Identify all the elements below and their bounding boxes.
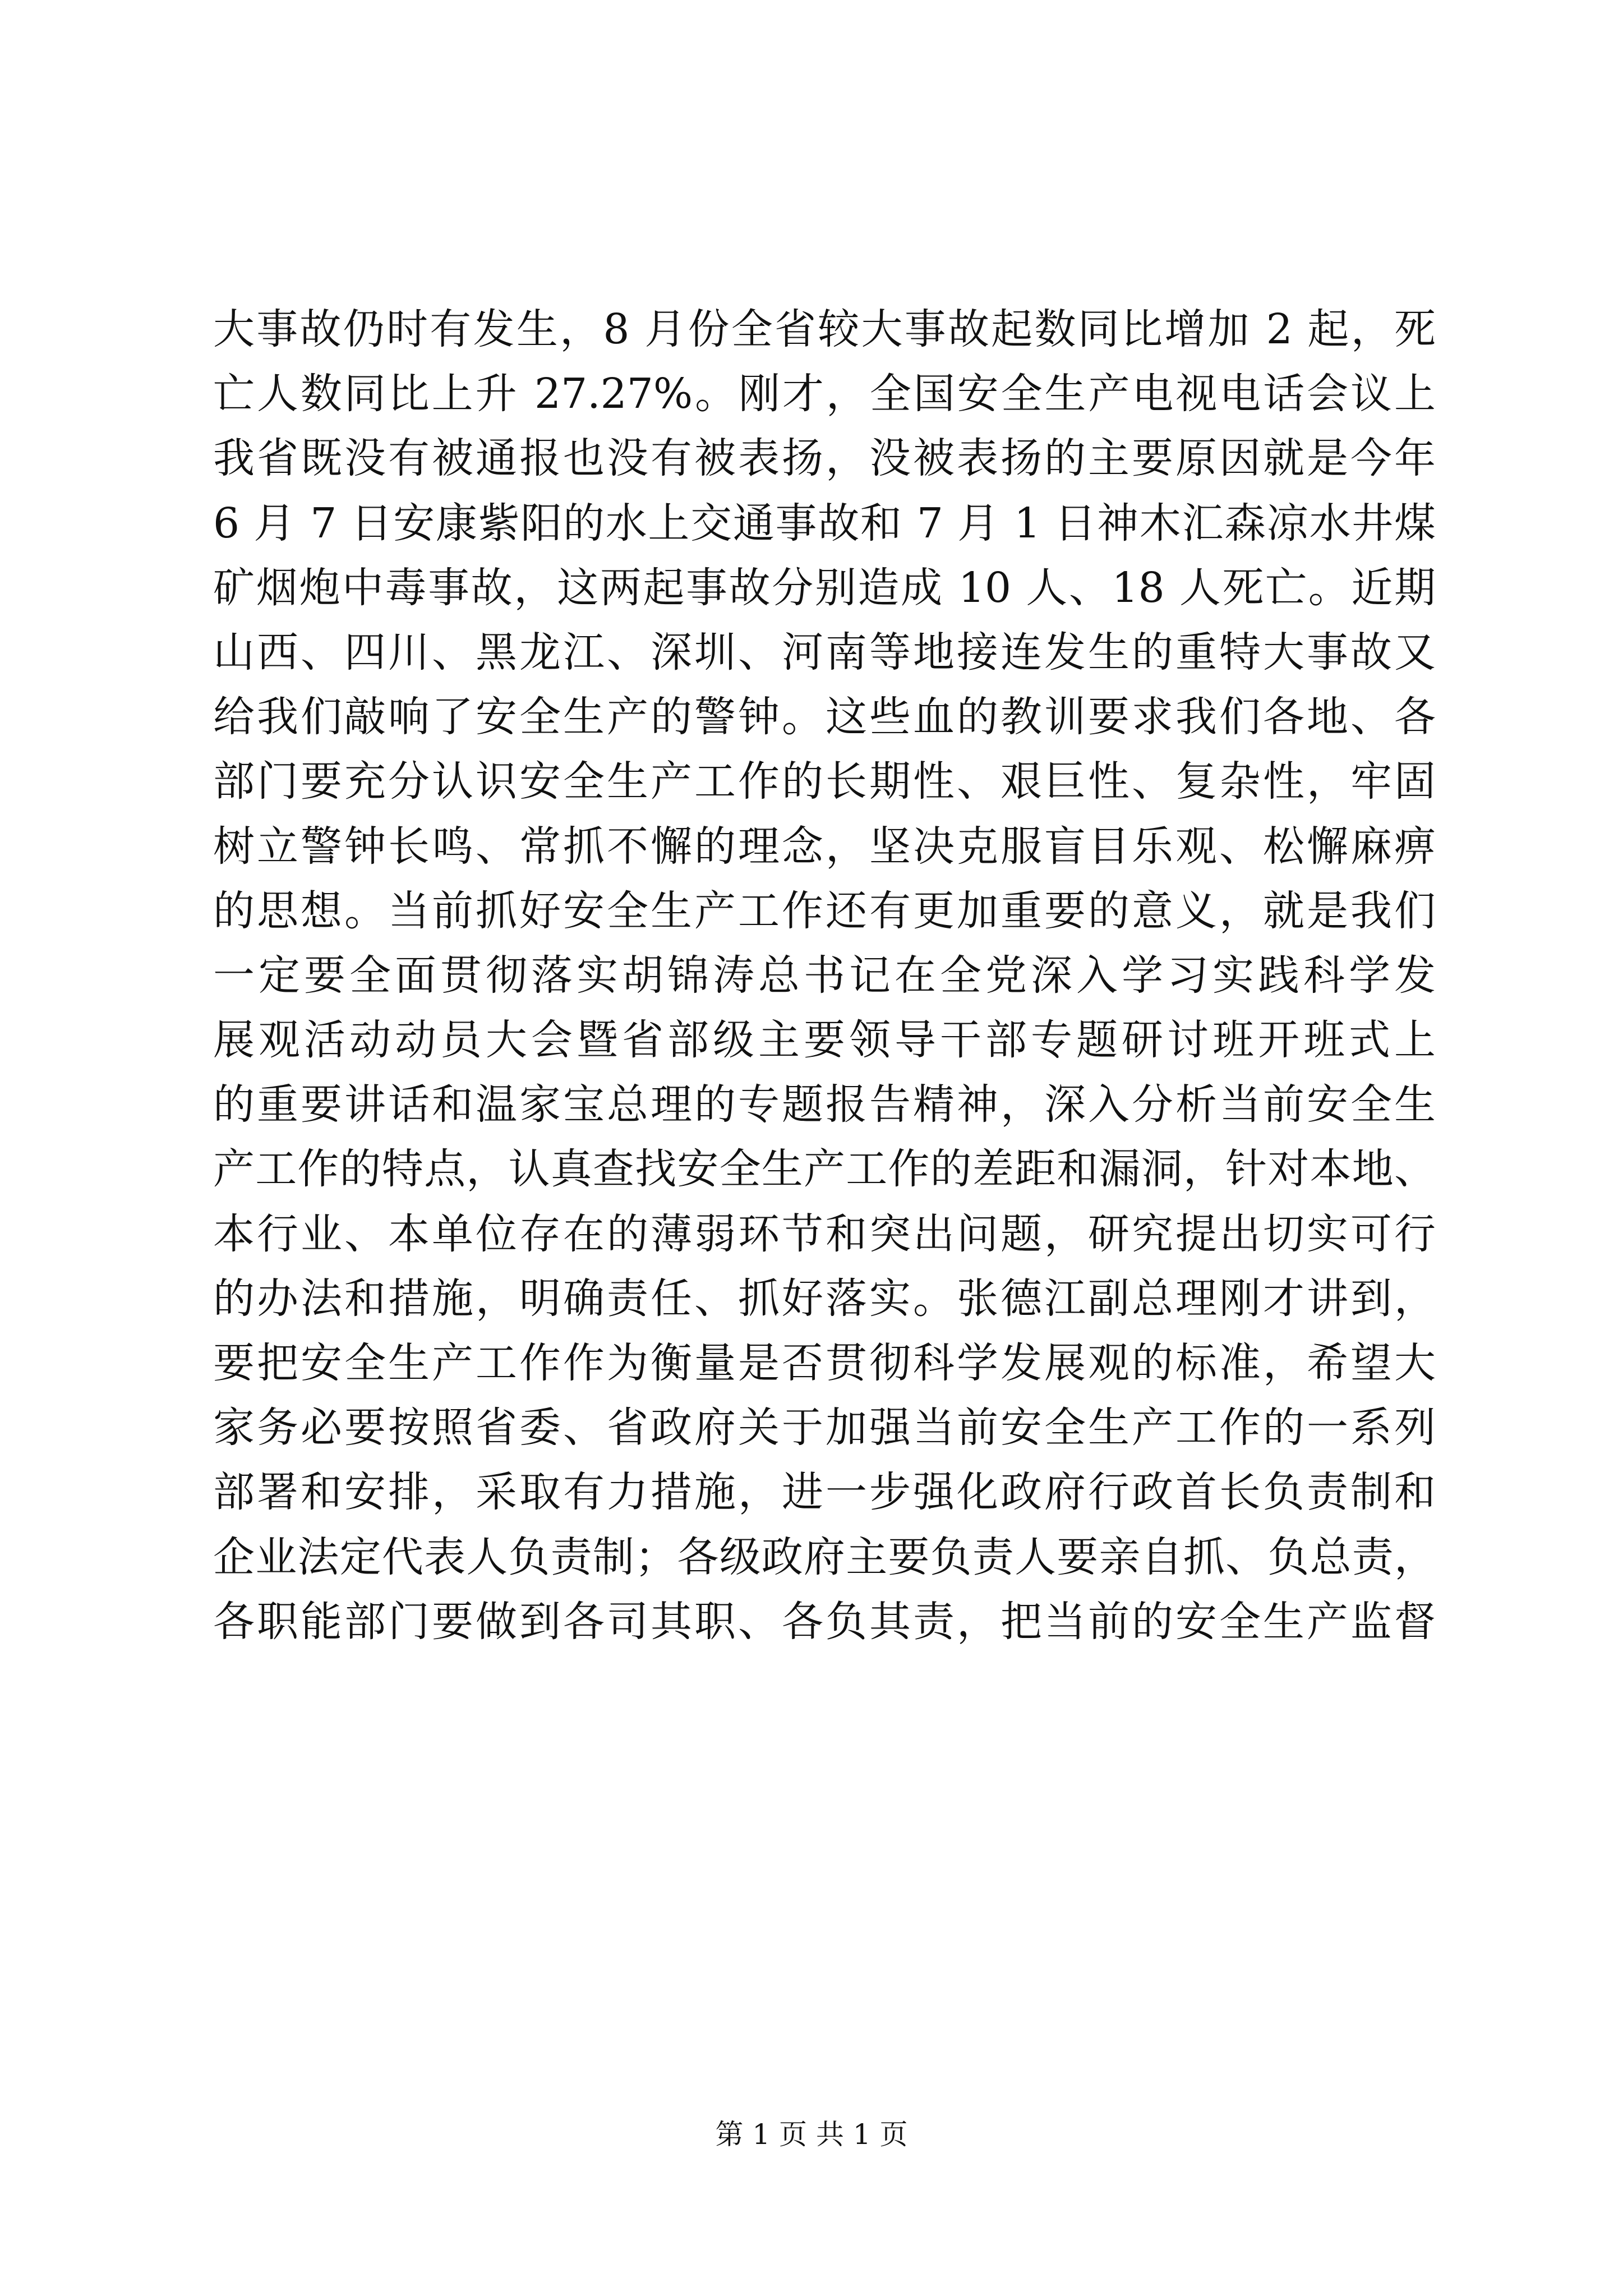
text-line: 要把安全生产工作作为衡量是否贯彻科学发展观的标准，希望大 bbox=[213, 1339, 1436, 1387]
page-footer bbox=[0, 2115, 1623, 2154]
text-line: 产工作的特点，认真查找安全生产工作的差距和漏洞，针对本地、 bbox=[213, 1145, 1436, 1194]
text-line: 一定要全面贯彻落实胡锦涛总书记在全党深入学习实践科学发 bbox=[213, 951, 1436, 1000]
text-line: 展观活动动员大会暨省部级主要领导干部专题研讨班开班式上 bbox=[213, 1016, 1436, 1065]
text-line: 树立警钟长鸣、常抓不懈的理念，坚决克服盲目乐观、松懈麻痹 bbox=[213, 822, 1436, 871]
text-line: 大事故仍时有发生，8 月份全省较大事故起数同比增加 2 起，死 bbox=[213, 305, 1436, 353]
text-line: 我省既没有被通报也没有被表扬，没被表扬的主要原因就是今年 bbox=[213, 434, 1436, 483]
text-line: 矿烟炮中毒事故，这两起事故分别造成 10 人、18 人死亡。近期 bbox=[213, 563, 1436, 612]
text-line: 部署和安排，采取有力措施，进一步强化政府行政首长负责制和 bbox=[213, 1468, 1436, 1517]
text-line: 部门要充分认识安全生产工作的长期性、艰巨性、复杂性，牢固 bbox=[213, 757, 1436, 806]
text-line: 本行业、本单位存在的薄弱环节和突出问题，研究提出切实可行 bbox=[213, 1209, 1436, 1258]
body-paragraph bbox=[213, 297, 1436, 1654]
text-line: 6 月 7 日安康紫阳的水上交通事故和 7 月 1 日神木汇森凉水井煤 bbox=[213, 499, 1436, 547]
text-line: 各职能部门要做到各司其职、各负其责，把当前的安全生产监督 bbox=[213, 1597, 1436, 1646]
page-number-label: 第 1 页 共 1 页 bbox=[715, 2118, 908, 2151]
text-line: 给我们敲响了安全生产的警钟。这些血的教训要求我们各地、各 bbox=[213, 693, 1436, 742]
text-line: 的办法和措施，明确责任、抓好落实。张德江副总理刚才讲到， bbox=[213, 1274, 1436, 1323]
text-line: 的重要讲话和温家宝总理的专题报告精神，深入分析当前安全生 bbox=[213, 1080, 1436, 1129]
text-line: 的思想。当前抓好安全生产工作还有更加重要的意义，就是我们 bbox=[213, 886, 1436, 935]
text-line: 山西、四川、黑龙江、深圳、河南等地接连发生的重特大事故又 bbox=[213, 628, 1436, 677]
text-line: 家务必要按照省委、省政府关于加强当前安全生产工作的一系列 bbox=[213, 1404, 1436, 1452]
text-line: 亡人数同比上升 27.27%。刚才，全国安全生产电视电话会议上 bbox=[213, 370, 1436, 418]
text-line: 企业法定代表人负责制；各级政府主要负责人要亲自抓、负总责， bbox=[213, 1533, 1436, 1581]
